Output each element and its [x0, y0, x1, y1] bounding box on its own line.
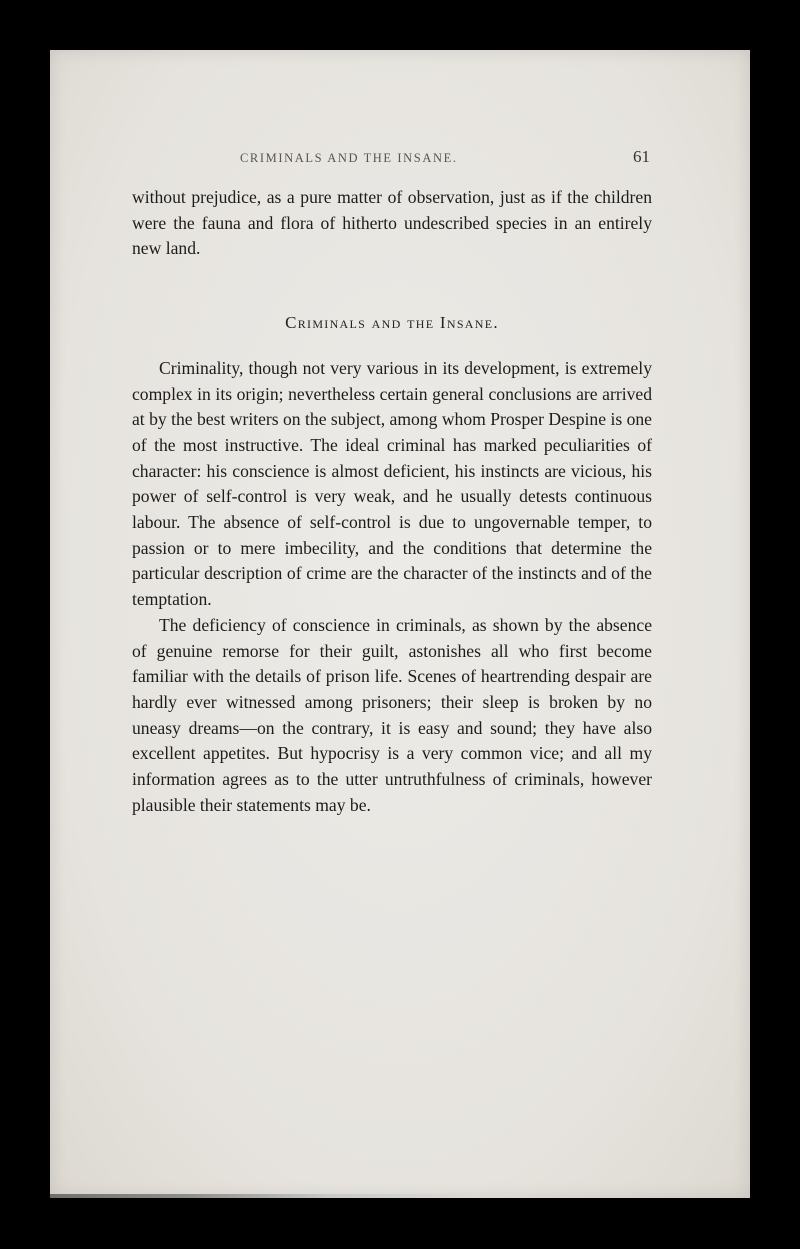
section-heading: Criminals and the Insane. [285, 313, 499, 333]
running-head [132, 147, 652, 172]
page-body [132, 185, 652, 818]
page-number: 61 [633, 147, 650, 166]
paragraph-criminality: Criminality, though not very various in its development, is extremely complex in its origin; nevertheless certain general conclusions are arrived at by the best writers on the subject, among whom Prosper Despine is one of the most instructive. The ideal criminal has marked peculiarities of character: his conscience is almost deficient, his instincts are vicious, his power of self-control is very weak, and he usually detests continuous labour. The absence of self-control is due to ungovernable temper, to passion or to mere imbecility, and the conditions that determine the particular description of crime are the character of the instincts and of the temptation. [132, 357, 652, 610]
continuation-paragraph: without prejudice, as a pure matter of observation, just as if the children were the fauna and flora of hitherto undescribed species in an entirely new land. [132, 187, 652, 259]
book-page [50, 50, 750, 1198]
running-title: CRIMINALS AND THE INSANE. [240, 151, 458, 165]
paragraph-conscience: The deficiency of conscience in criminals, as shown by the absence of genuine remorse for their guilt, astonishes all who first become familiar with the details of prison life. Scenes of heartrending despair are hardly ever witnessed among prisoners; their sleep is broken by no uneasy dreams—on the contrary, it is easy and sound; they have also excellent appetites. But hypocrisy is a very common vice; and all my information agrees as to the utter untruthfulness of criminals, however plausible their statements may be. [132, 614, 652, 815]
